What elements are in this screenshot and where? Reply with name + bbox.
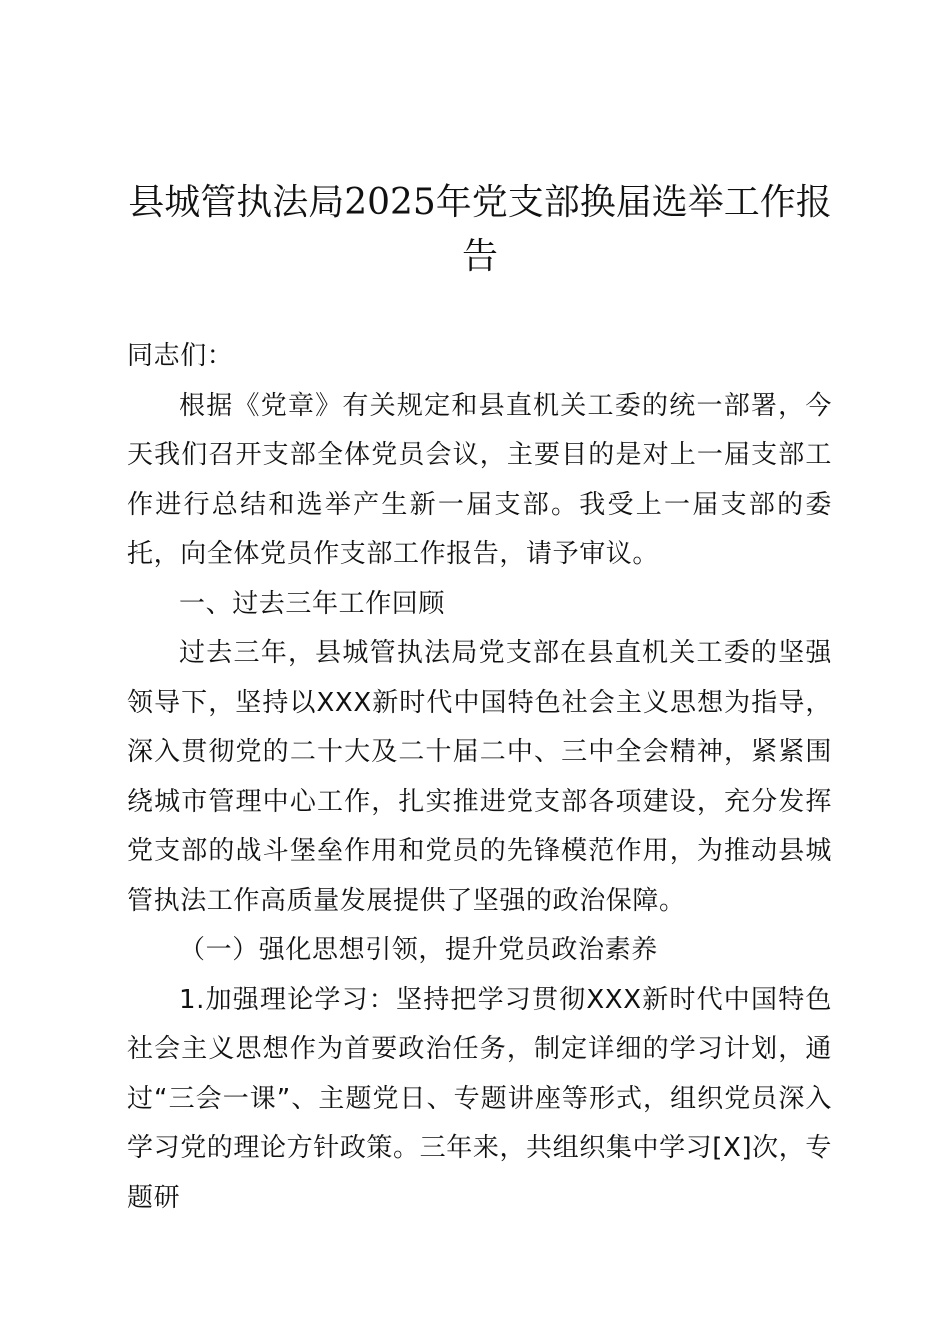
- subsection-heading: （一）强化思想引领，提升党员政治素养: [179, 935, 658, 965]
- paragraph-intro: 根据《党章》有关规定和县直机关工委的统一部署，今天我们召开支部全体党员会议，主要目的是对上一届支部工作进行总结和选举产生新一届支部。我受上一届支部的委托，向全体党员作支部工作报告，请予审议。: [127, 390, 832, 569]
- paragraph-study: 1.加强理论学习：坚持把学习贯彻XXX新时代中国特色社会主义思想作为首要政治任务，制定详细的学习计划，通过“三会一课”、主题党日、专题讲座等形式，组织党员深入学习党的理论方针政策。三年来，共组织集中学习[X]次，专题研: [127, 984, 832, 1213]
- paragraph-review: 过去三年，县城管执法局党支部在县直机关工委的坚强领导下，坚持以XXX新时代中国特色社会主义思想为指导，深入贯彻党的二十大及二十届二中、三中全会精神，紧紧围绕城市管理中心工作，扎实推进党支部各项建设，充分发挥党支部的战斗堡垒作用和党员的先锋模范作用，为推动县城管执法工作高质量发展提供了坚强的政治保障。: [127, 638, 832, 916]
- document-title: 县城管执法局2025年党支部换届选举工作报告: [128, 182, 832, 277]
- section-heading: 一、过去三年工作回顾: [179, 588, 446, 619]
- document-body: [127, 332, 832, 1223]
- salutation: 同志们：: [127, 341, 234, 371]
